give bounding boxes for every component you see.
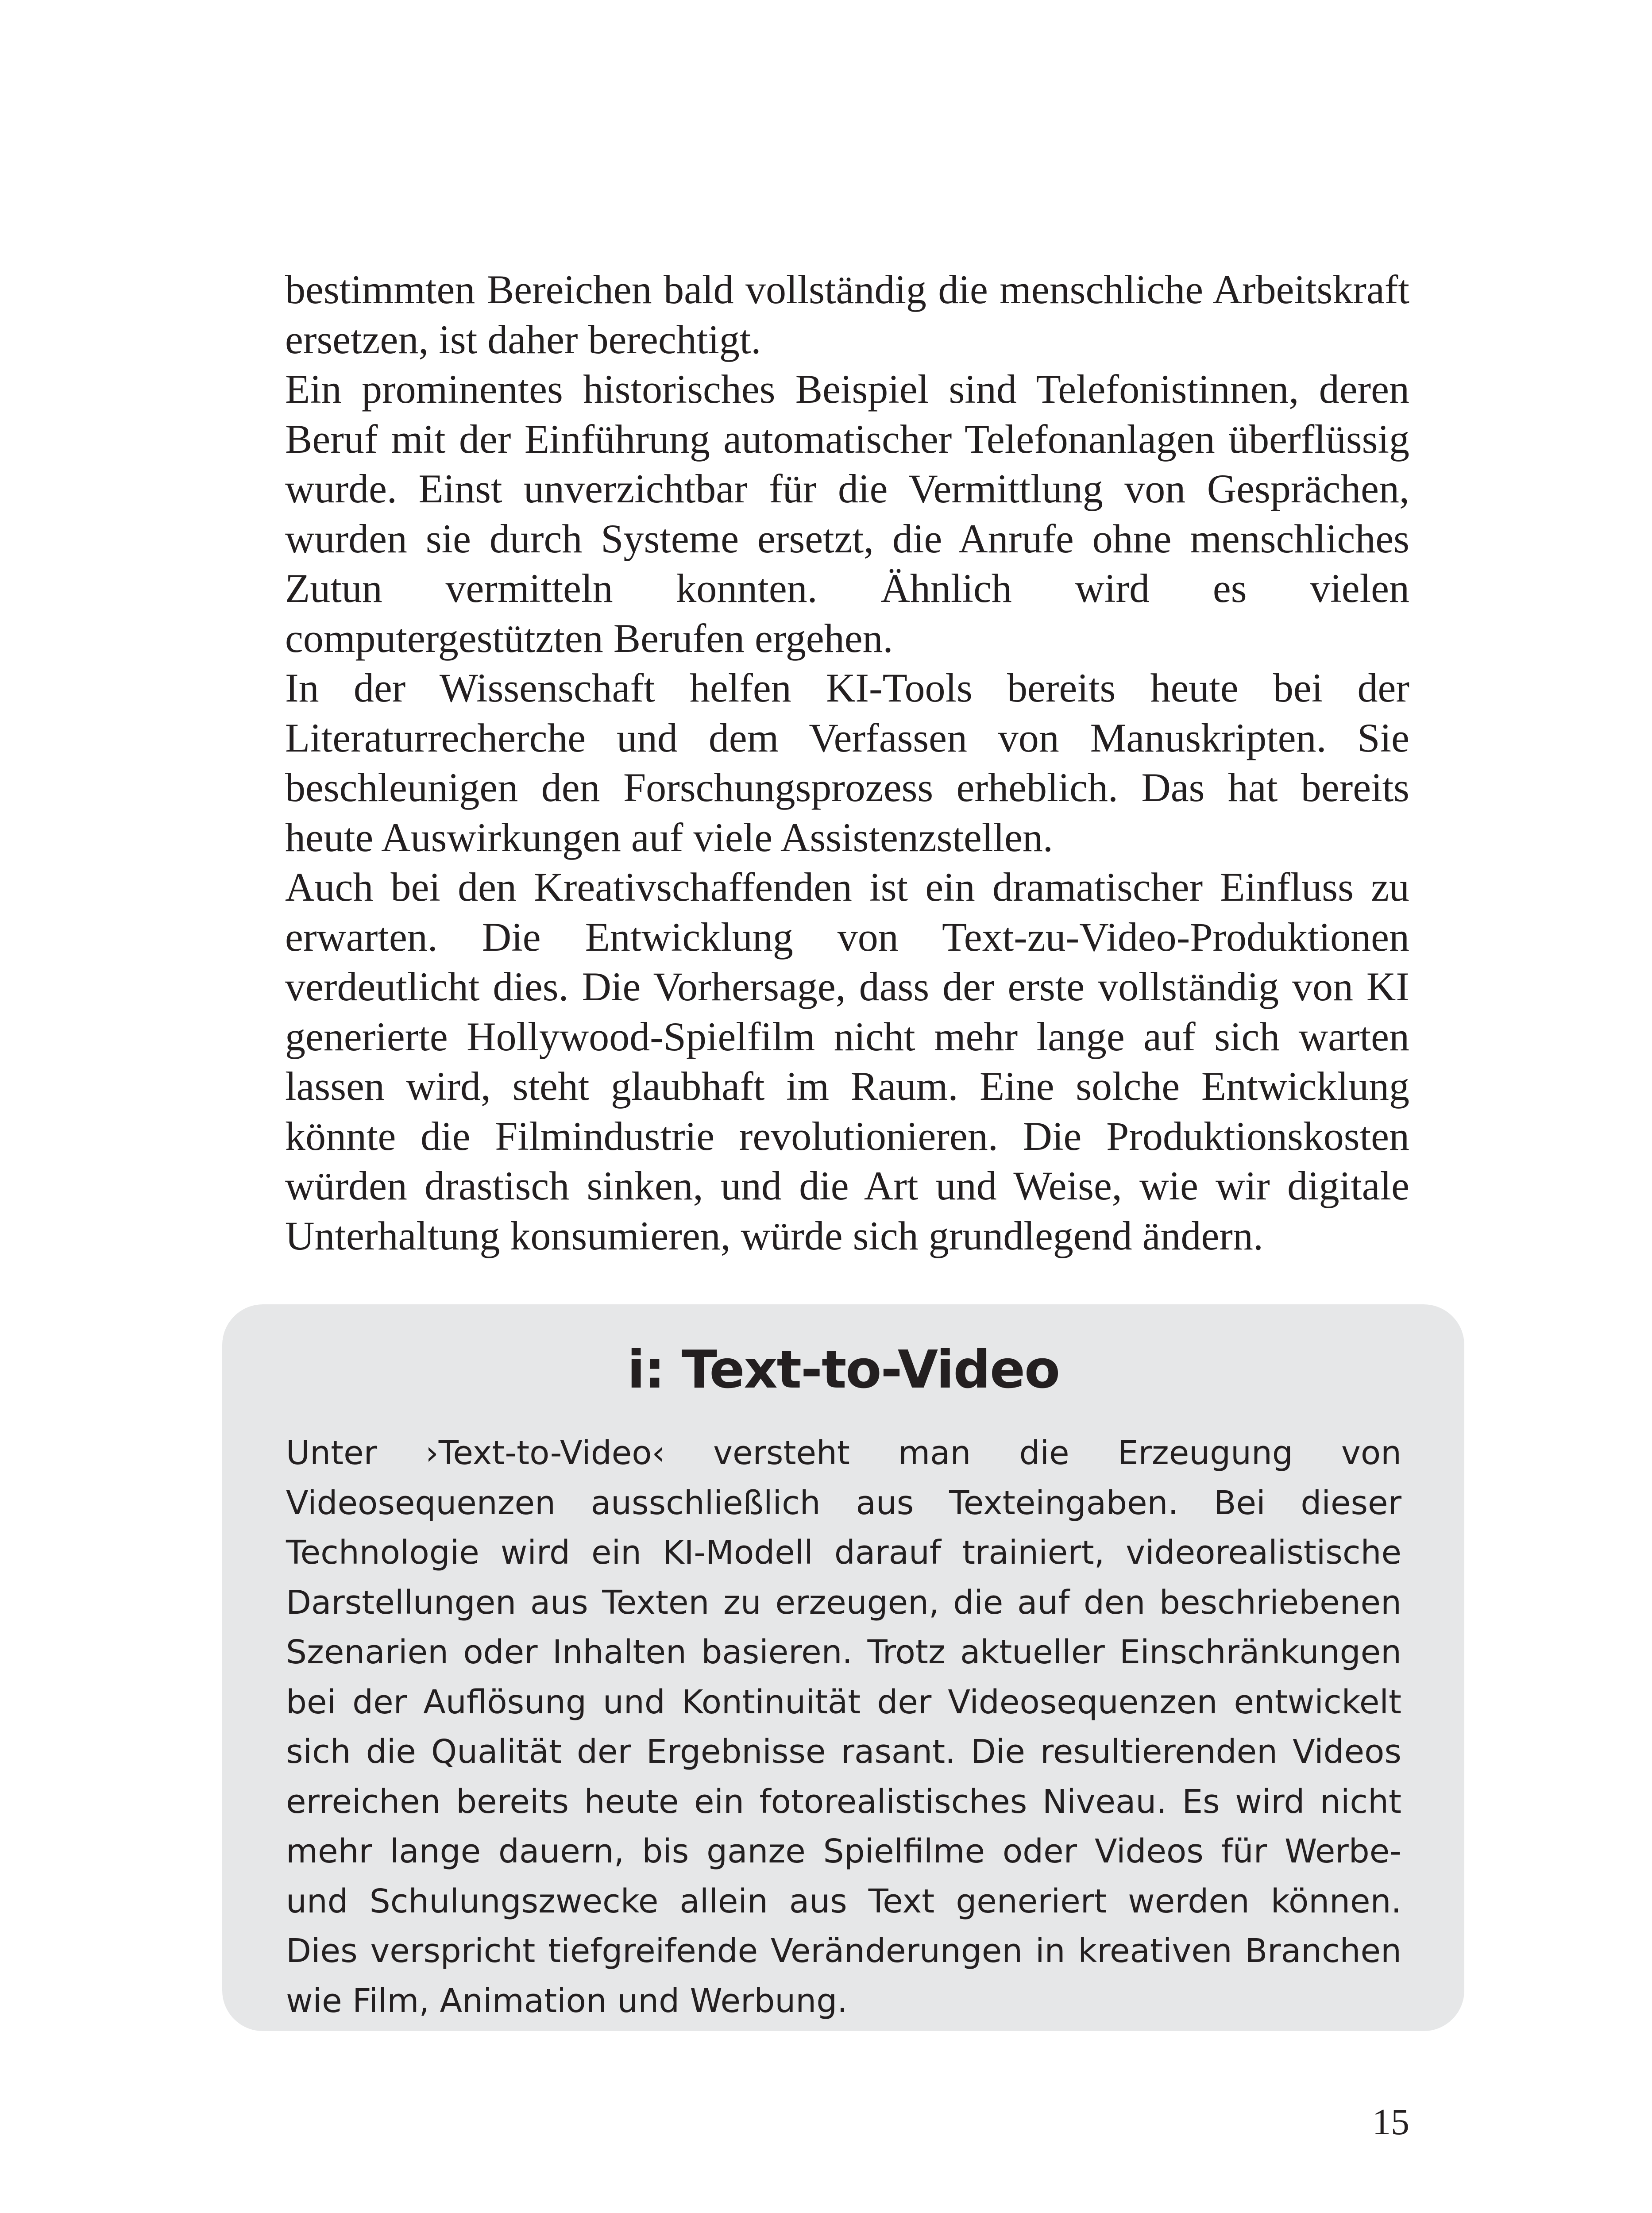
info-box-text: Unter ›Text-to-Video‹ versteht man die Erzeugung von Videosequenzen ausschließlich aus Texteingaben. Bei dieser Technologie wird ein KI-Modell darauf trainiert, videorealistische Darstellungen aus Texten zu erzeugen, die auf den beschriebenen Szenarien oder Inhalten basieren. Trotz aktueller Einschränkungen bei der Auflösung und Kontinuität der Videosequenzen entwickelt sich die Qualität der Ergebnisse rasant. Die resultierenden Videos erreichen bereits heute ein fotorealistisches Niveau. Es wird nicht mehr lange dauern, bis ganze Spielfilme oder Videos für Werbe- und Schulungszwecke allein aus Text generiert werden können. Dies verspricht tiefgreifende Veränderungen in kreativen Branchen wie Film, Animation und Werbung. (286, 1434, 1401, 2020)
paragraph-1: bestimmten Bereichen bald vollständig die menschliche Arbeitskraft ersetzen, ist daher berechtigt. (285, 267, 1409, 362)
paragraph-3: In der Wissenschaft helfen KI-Tools bereits heute bei der Literaturrecherche und dem Verfassen von Manuskripten. Sie beschleunigen den Forschungsprozess erheblich. Das hat bereits heute Auswirkungen auf viele Assistenzstellen. (285, 665, 1409, 860)
paragraph-4: Auch bei den Kreativschaffenden ist ein dramatischer Einfluss zu erwarten. Die Entwicklung von Text-zu-Video-Produktionen verdeutlicht dies. Die Vorhersage, dass der erste vollständig von KI generierte Hollywood-Spielfilm nicht mehr lange auf sich warten lassen wird, steht glaubhaft im Raum. Eine solche Entwicklung könnte die Filmindustrie revolutionieren. Die Produktionskosten würden drastisch sinken, und die Art und Weise, wie wir digitale Unterhaltung konsumieren, würde sich grundlegend ändern. (285, 864, 1409, 1258)
page-number: 15 (1372, 2101, 1409, 2143)
body-text (285, 265, 1409, 1261)
info-box-title: i: Text-to-Video (627, 1339, 1060, 1400)
info-box-text-to-video (222, 1304, 1464, 2031)
paragraph-2: Ein prominentes historisches Beispiel sind Telefonistinnen, deren Beruf mit der Einführung automatischer Telefonanlagen überflüssig wurde. Einst unverzichtbar für die Vermittlung von Gesprächen, wurden sie durch Systeme ersetzt, die Anrufe ohne menschliches Zutun vermitteln konnten. Ähnlich wird es vielen computergestützten Berufen ergehen. (285, 366, 1409, 661)
